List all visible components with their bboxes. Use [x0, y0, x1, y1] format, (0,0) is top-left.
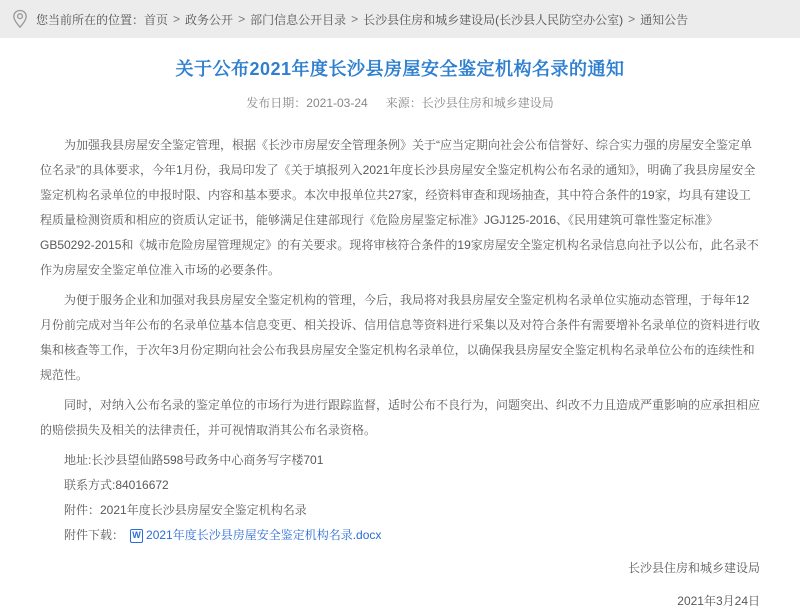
- address-line: 地址:长沙县望仙路598号政务中心商务写字楼701: [64, 453, 324, 467]
- attachment-download-link[interactable]: 2021年度长沙县房屋安全鉴定机构名录.docx: [146, 528, 382, 542]
- signature-org: 长沙县住房和城乡建设局: [627, 561, 760, 575]
- word-doc-icon: W: [130, 529, 143, 543]
- breadcrumb-prefix: 您当前所在的位置：: [36, 12, 145, 27]
- attachment-download-row: [40, 523, 760, 548]
- signature-block: [0, 556, 800, 614]
- breadcrumb-separator: >: [173, 12, 181, 26]
- paragraph-1: 为加强我县房屋安全鉴定管理，根据《长沙市房屋安全管理条例》关于“应当定期向社会公布信誉好、综合实力强的房屋安全鉴定单位名录”的具体要求，今年1月份，我局印发了《关于填报列入2021年度长沙县房屋安全鉴定机构公布名录的通知》，明确了我县房屋安全鉴定机构名录单位的申报时限、内容和基本要求。本次申报单位共27家，经资料审查和现场抽查，其中符合条件的19家，均具有建设工程质量检测资质和相应的资质认定证书，能够满足住建部现行《危险房屋鉴定标准》JGJ125-2016、《民用建筑可靠性鉴定标准》GB50292-2015和《城市危险房屋管理规定》的有关要求。现将审核符合条件的19家房屋安全鉴定机构名录信息向社予以公布，此名录不作为房屋安全鉴定单位准入市场的必要条件。: [40, 138, 759, 277]
- breadcrumb-item-home[interactable]: 首页: [144, 12, 169, 27]
- page-title: 关于公布2021年度长沙县房屋安全鉴定机构名录的通知: [175, 59, 625, 79]
- source-label: 来源：: [385, 96, 422, 110]
- paragraph-2: 为便于服务企业和加强对我县房屋安全鉴定机构的管理，今后，我局将对我县房屋安全鉴定机构名录单位实施动态管理，于每年12月份前完成对当年公布的名录单位基本信息变更、相关投诉、信用信息等资料进行采集以及对符合条件有需要增补名录单位的资料进行收集和核查等工作，于次年3月份定期向社会公布我县房屋安全鉴定机构名录单位，以确保我县房屋安全鉴定机构名录单位公布的连续性和规范性。: [40, 293, 761, 382]
- breadcrumb-separator: >: [238, 12, 246, 26]
- breadcrumb-item-zhengwu[interactable]: 政务公开: [185, 12, 234, 27]
- attachment-download-label: 附件下载：: [64, 528, 125, 542]
- location-pin-icon: [12, 9, 28, 29]
- breadcrumb-item-bureau[interactable]: 长沙县住房和城乡建设局(长沙县人民防空办公室): [363, 12, 624, 27]
- breadcrumb-item-notices[interactable]: 通知公告: [640, 12, 689, 27]
- contact-line: 联系方式:84016672: [64, 478, 169, 492]
- breadcrumb-separator: >: [628, 12, 636, 26]
- breadcrumb-separator: >: [351, 12, 359, 26]
- source-value: 长沙县住房和城乡建设局: [421, 96, 554, 110]
- attachment-label: 附件：2021年度长沙县房屋安全鉴定机构名录: [64, 503, 307, 517]
- paragraph-3: 同时，对纳入公布名录的鉴定单位的市场行为进行跟踪监督，适时公布不良行为，问题突出、纠改不力且造成严重影响的应承担相应的赔偿损失及相关的法律责任，并可视情取消其公布名录资格。: [40, 398, 761, 437]
- signature-date: 2021年3月24日: [677, 594, 760, 608]
- breadcrumb: [0, 0, 800, 38]
- breadcrumb-item-directory[interactable]: 部门信息公开目录: [250, 12, 347, 27]
- publish-date-label: 发布日期：: [246, 96, 307, 110]
- article-meta: [0, 94, 800, 111]
- publish-date: 2021-03-24: [306, 96, 368, 110]
- article-body: [0, 133, 800, 548]
